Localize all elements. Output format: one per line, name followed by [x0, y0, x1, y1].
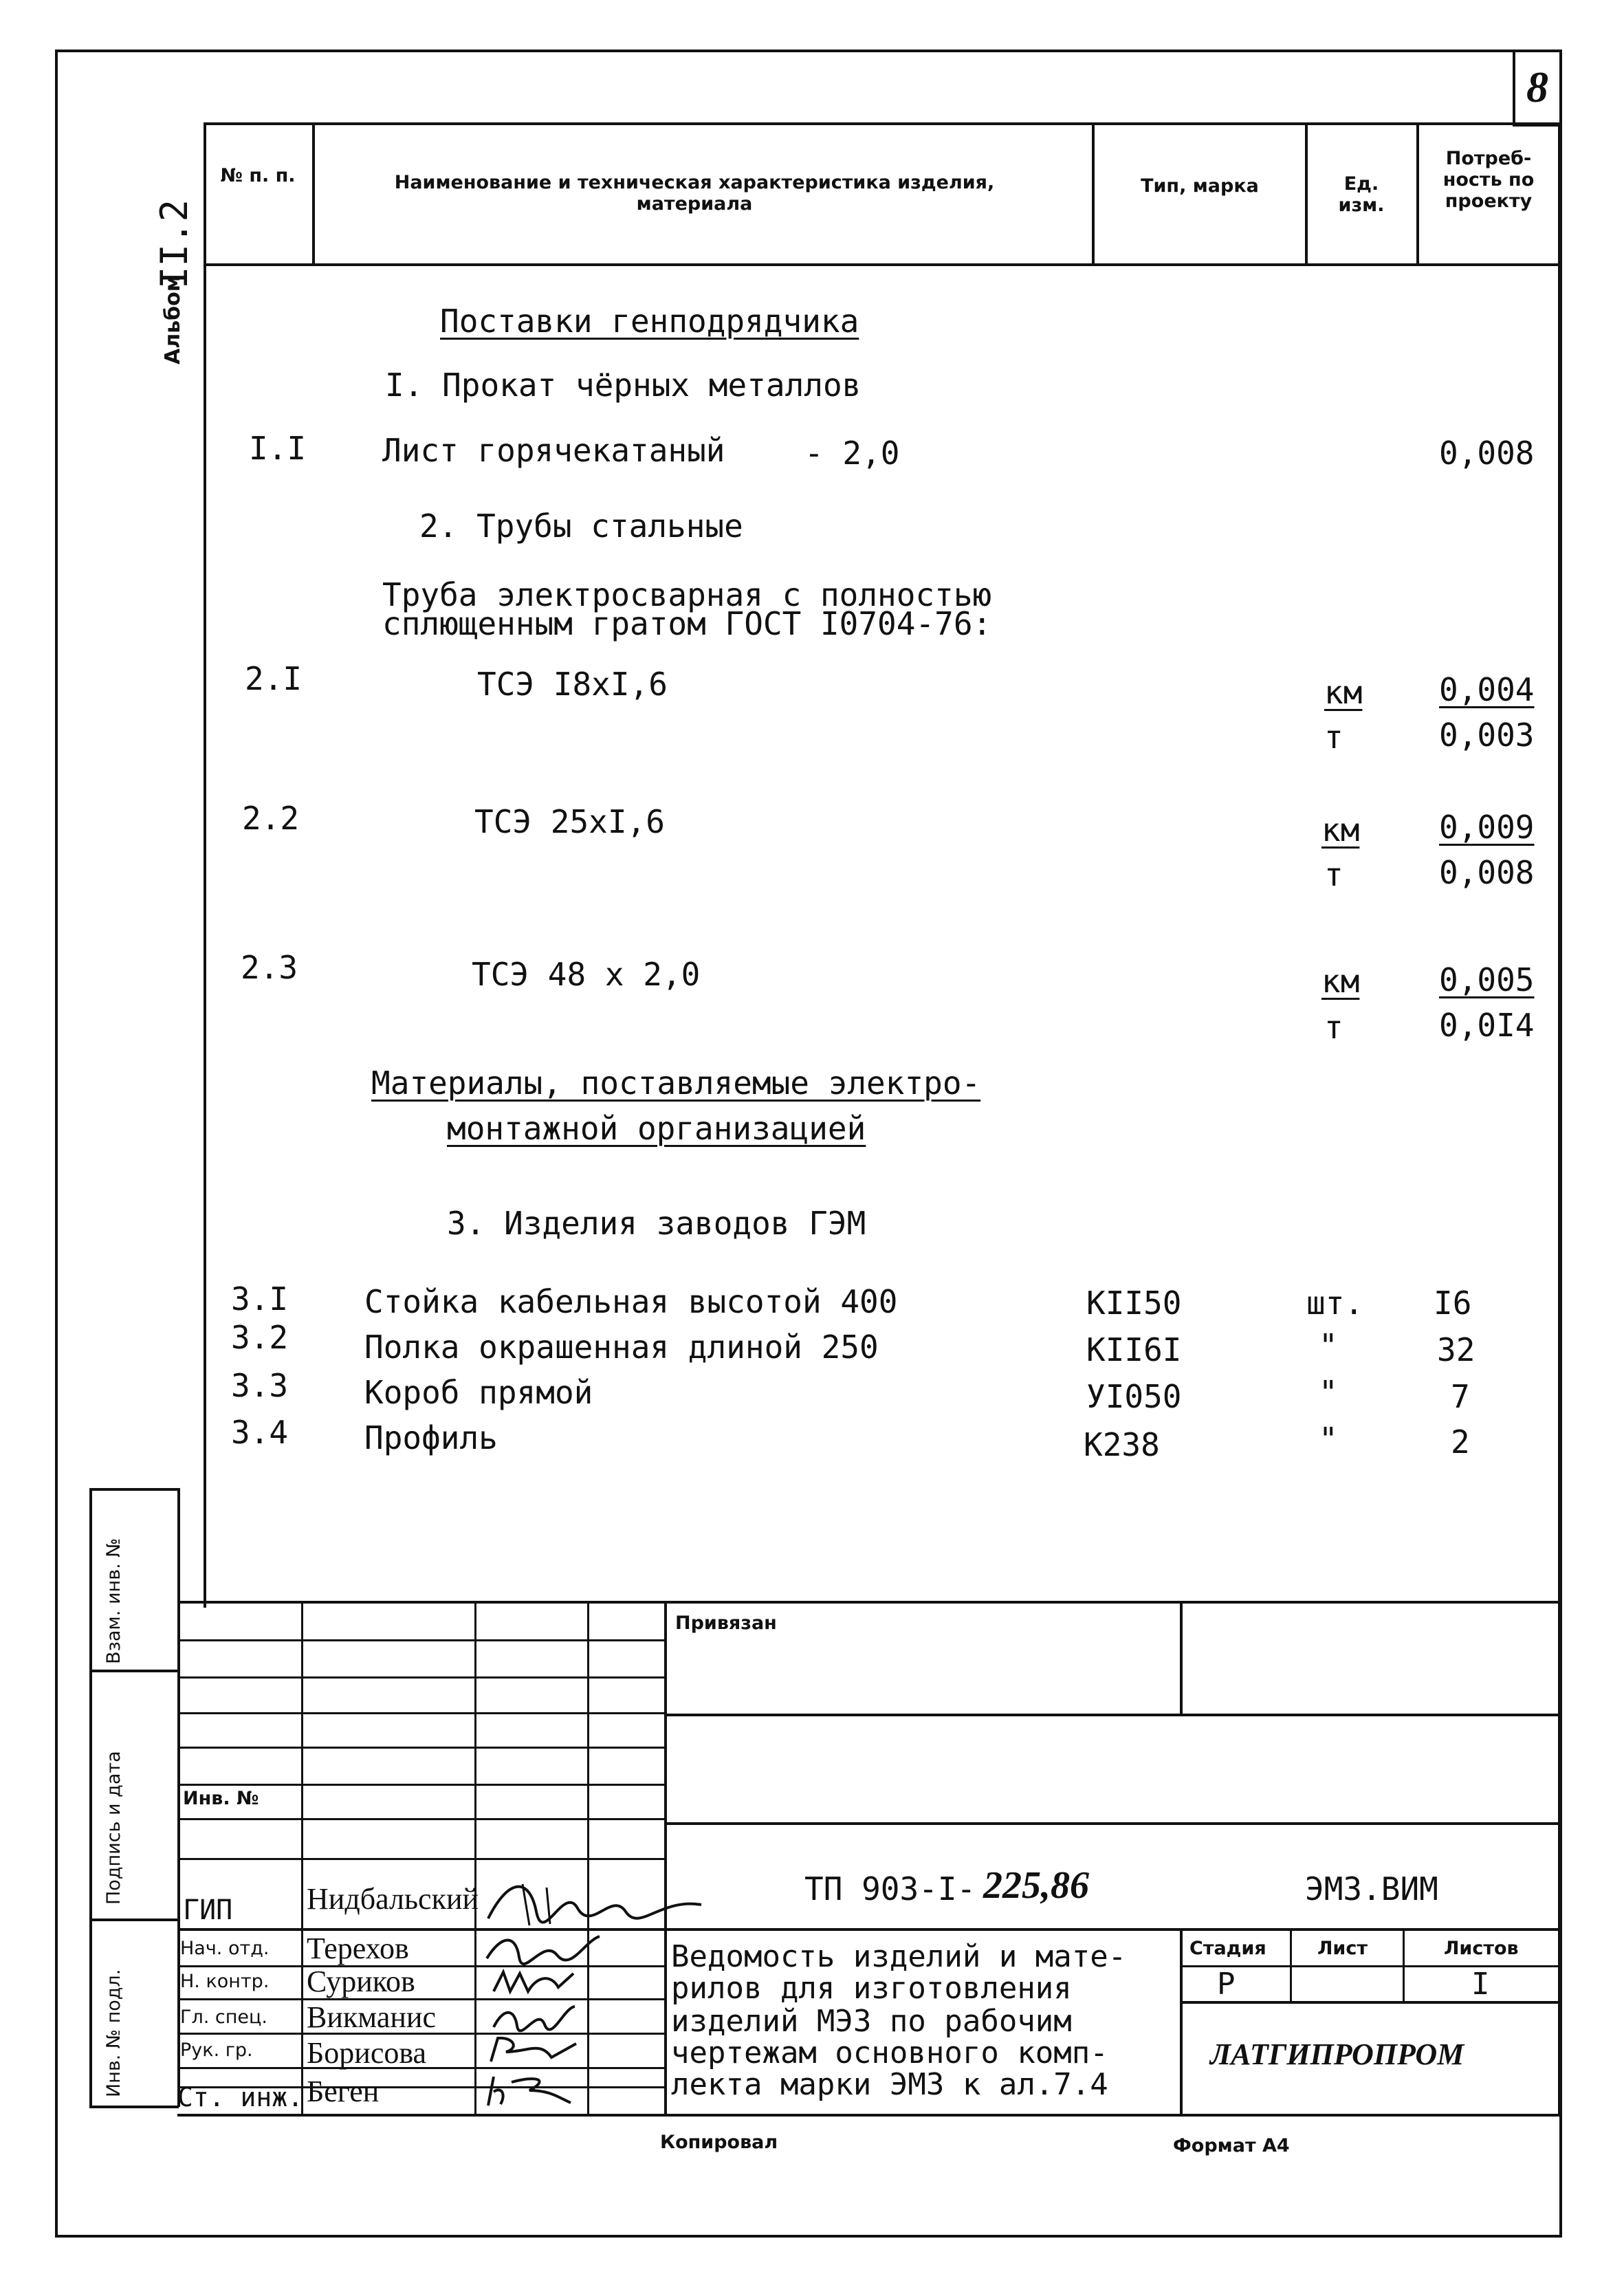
header-name: Наименование и техническая характеристика изделия, материала: [394, 172, 995, 215]
row-unit-2: т: [1324, 856, 1343, 893]
stage-div-1: [1290, 1929, 1292, 2002]
stage-label: Стадия: [1189, 1938, 1266, 1959]
row-no: 3.3: [231, 1367, 289, 1404]
stage-values-bottom: [1180, 2001, 1561, 2004]
header-col-div-4: [1416, 122, 1419, 265]
section-3-title: 3. Изделия заводов ГЭМ: [447, 1205, 866, 1242]
row-unit-2: т: [1324, 1009, 1343, 1046]
row-name: ТСЭ I8xI,6: [477, 666, 668, 703]
header-col-div-2: [1092, 122, 1095, 265]
form-frame-right: [1558, 122, 1561, 2117]
stamp-hline: [177, 1818, 666, 1820]
row-no: I.I: [249, 430, 307, 467]
section-1-title: I. Прокат чёрных металлов: [385, 367, 862, 404]
section-2-desc-line-2: сплющенным гратом ГОСТ I0704-76:: [382, 605, 992, 642]
row-need: 7: [1451, 1378, 1470, 1415]
stage-box-left: [1180, 1929, 1183, 2115]
row-name: ТСЭ 48 x 2,0: [472, 956, 701, 993]
stage-header-bottom: [1180, 1965, 1561, 1967]
doc-mark: ЭМЗ.ВИМ: [1305, 1870, 1438, 1907]
row-name: Короб прямой: [364, 1374, 593, 1411]
row-unit: км: [1321, 963, 1360, 1000]
doc-code-prefix: ТП 903-I-: [804, 1870, 976, 1907]
inv-no-label: Инв. №: [183, 1788, 259, 1809]
header-type: Тип, марка: [1141, 175, 1259, 197]
row-no: 3.I: [231, 1280, 289, 1318]
stamp-hline: [177, 1747, 666, 1749]
row-no: 2.2: [242, 800, 300, 837]
section-2-desc-line-1: Труба электросварная с полностью: [382, 576, 992, 613]
page-number: 8: [1526, 63, 1548, 111]
sheet-label: Лист: [1317, 1938, 1368, 1959]
side-block-left: [89, 1488, 92, 2107]
name-nach-otd: Терехов: [307, 1932, 409, 1965]
stage-value: Р: [1217, 1967, 1236, 2002]
section-3-heading-line-1: Материалы, поставляемые электро-: [371, 1064, 981, 1102]
signature-gl-spec: [490, 2001, 579, 2033]
privyazan-label: Привязан: [675, 1612, 777, 1634]
header-col-div-3: [1305, 122, 1308, 265]
doc-title-line-4: чертежам основного комп-: [671, 2035, 1108, 2070]
doc-code-hand: 225,86: [983, 1864, 1089, 1907]
side-block-top: [89, 1488, 179, 1491]
row-unit: км: [1321, 811, 1360, 849]
row-extra: - 2,0: [804, 435, 900, 472]
side-label-inv-podl: Инв. № подл.: [103, 1969, 124, 2097]
row-type: KII50: [1086, 1284, 1182, 1322]
header-col-div-1: [312, 122, 315, 265]
row-no: 2.I: [245, 660, 303, 697]
row-need: 2: [1451, 1423, 1470, 1461]
row-unit: км: [1324, 674, 1363, 711]
sheets-value: I: [1471, 1967, 1490, 2002]
row-type: УI050: [1086, 1378, 1182, 1415]
stamp-hline: [177, 1639, 666, 1641]
doc-title-line-1: Ведомость изделий и мате-: [671, 1939, 1127, 1974]
signature-gip: [481, 1870, 715, 1932]
row-need-2: 0,003: [1439, 717, 1535, 754]
row-type: KII6I: [1086, 1331, 1182, 1368]
row-need: 0,005: [1439, 961, 1535, 998]
album-label: Альбом: [161, 274, 185, 364]
page-number-box-left: [1513, 50, 1515, 125]
section-2-title: 2. Трубы стальные: [419, 507, 743, 545]
section-3-heading-line-2: монтажной организацией: [447, 1110, 866, 1147]
outer-frame-left: [55, 50, 58, 2236]
doc-title-line-2: рилов для изготовления: [671, 1971, 1072, 2006]
header-no: № п. п.: [220, 165, 296, 186]
stamp-top: [177, 1601, 1561, 1604]
header-unit: Ед. изм.: [1338, 173, 1385, 216]
row-unit-2: т: [1324, 719, 1343, 756]
row-type: K238: [1084, 1426, 1160, 1463]
name-n-kontr: Суриков: [307, 1965, 415, 1998]
side-block-div-1: [89, 1670, 179, 1672]
side-block-bottom: [89, 2106, 179, 2108]
side-block-div-2: [89, 1918, 179, 1921]
name-ruk-gr: Борисова: [307, 2036, 427, 2070]
header-need: Потреб- ность по проекту: [1442, 148, 1535, 212]
album-value: II.2: [153, 199, 196, 289]
row-no: 3.4: [231, 1414, 289, 1451]
organization-name: ЛАТГИПРОПРОМ: [1210, 2037, 1464, 2071]
signature-nach-otd: [481, 1931, 605, 1967]
doc-title-line-3: изделий МЭЗ по рабочим: [671, 2004, 1072, 2039]
form-frame-left: [204, 122, 206, 1608]
main-section-title: Поставки генподрядчика: [440, 303, 859, 340]
side-label-vzam: Взам. инв. №: [103, 1538, 124, 1664]
form-frame-top: [204, 122, 1561, 125]
stamp-hline: [177, 1712, 666, 1714]
role-gip: ГИП: [183, 1894, 233, 1926]
row-name: Профиль: [364, 1419, 498, 1456]
outer-frame-top: [55, 50, 1561, 52]
role-nach-otd: Нач. отд.: [180, 1938, 270, 1959]
row-need-2: 0,0I4: [1439, 1007, 1535, 1044]
row-unit: ": [1319, 1421, 1338, 1458]
stamp-hline: [177, 1784, 666, 1786]
stamp-hline: [177, 1858, 666, 1860]
signature-ruk-gr: [485, 2034, 582, 2067]
role-ruk-gr: Рук. гр.: [180, 2040, 253, 2061]
name-gip: Нидбальский: [307, 1882, 479, 1916]
role-gl-spec: Гл. спец.: [180, 2007, 267, 2028]
row-need-2: 0,008: [1439, 854, 1535, 891]
signature-st-inzh: [481, 2070, 578, 2111]
stamp-bottom: [177, 2114, 1561, 2117]
row-name: Полка окрашенная длиной 250: [364, 1329, 879, 1366]
row-unit: шт.: [1306, 1284, 1364, 1322]
name-st-inzh: Беген: [307, 2075, 380, 2108]
footer-format: Формат А4: [1173, 2135, 1290, 2156]
row-name: Стойка кабельная высотой 400: [364, 1283, 898, 1320]
name-gl-spec: Викманис: [307, 2000, 436, 2034]
role-st-inzh: Ст. инж.: [177, 2082, 304, 2112]
row-need: 32: [1437, 1331, 1475, 1368]
row-unit: ": [1319, 1327, 1338, 1364]
footer-copied: Копировал: [660, 2132, 778, 2153]
row-need: 0,004: [1439, 671, 1535, 708]
row-name: ТСЭ 25xI,6: [474, 803, 665, 840]
role-n-kontr: Н. контр.: [180, 1971, 270, 1992]
row-need: 0,008: [1439, 435, 1535, 472]
doc-code-top: [666, 1822, 1561, 1825]
privyazan-right-div: [1180, 1601, 1183, 1715]
signature-n-kontr: [490, 1967, 579, 1998]
header-bottom: [204, 263, 1561, 266]
row-need: I6: [1434, 1284, 1472, 1322]
stamp-hline: [177, 1676, 666, 1679]
doc-title-line-5: лекта марки ЭМЗ к ал.7.4: [671, 2067, 1108, 2102]
row-unit: ": [1319, 1374, 1338, 1411]
outer-frame-bottom: [55, 2235, 1562, 2238]
row-need: 0,009: [1439, 809, 1535, 846]
privyazan-bottom: [666, 1714, 1561, 1716]
side-label-podpis: Подпись и дата: [103, 1751, 124, 1905]
row-no: 3.2: [231, 1319, 289, 1356]
row-name: Лист горячекатаный: [382, 432, 725, 469]
sheets-label: Листов: [1444, 1938, 1519, 1959]
stage-div-2: [1403, 1929, 1405, 2002]
row-no: 2.3: [241, 949, 298, 986]
